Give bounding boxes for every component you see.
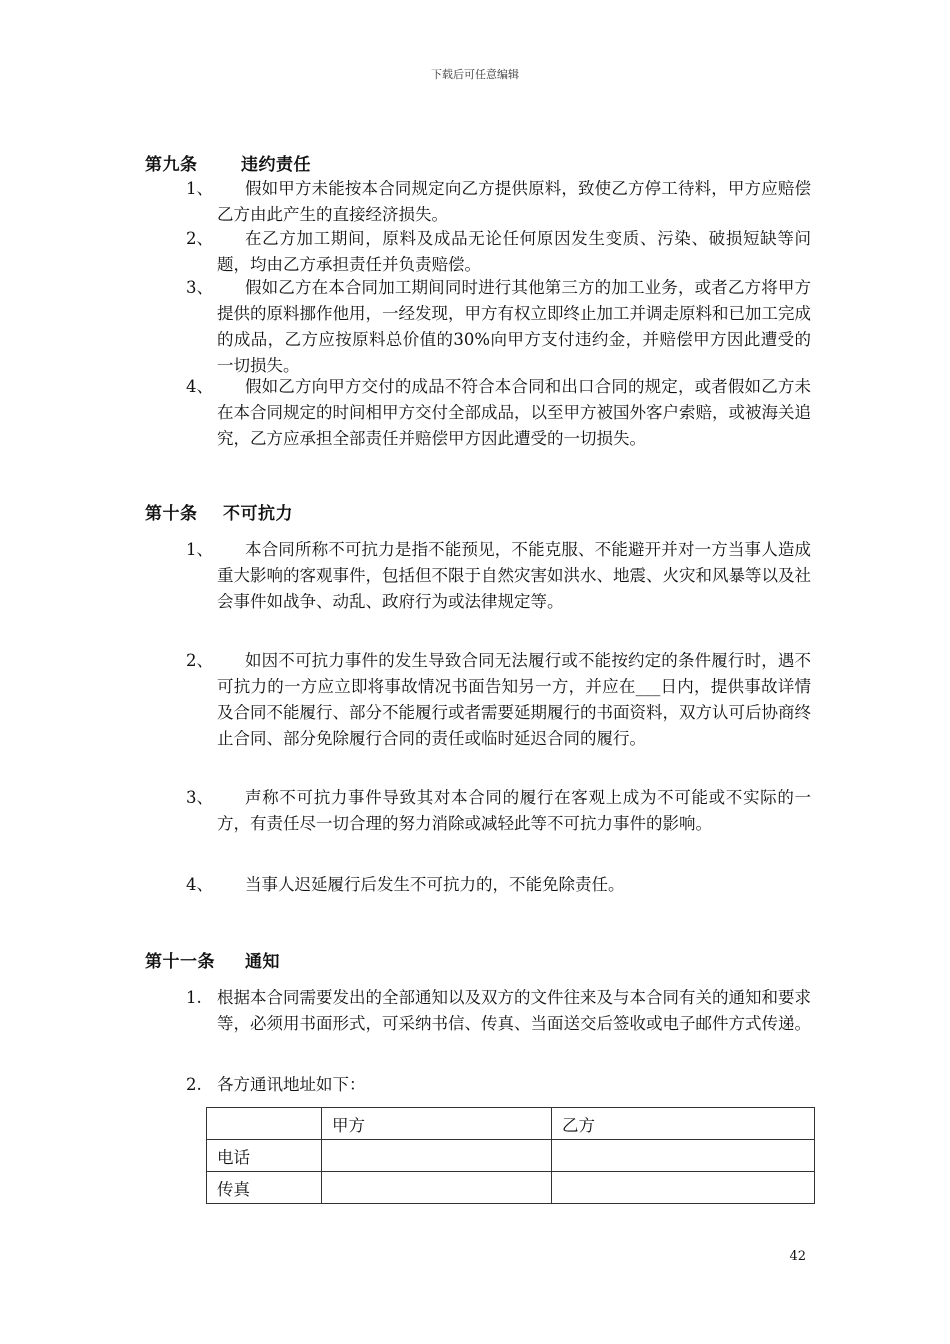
article10-item-2: [186, 648, 811, 752]
article9-heading: [145, 150, 311, 175]
item-marker: 1.: [186, 988, 202, 1007]
table-cell: 传真: [207, 1172, 322, 1204]
table-cell: 乙方: [552, 1108, 815, 1140]
item-text: 假如乙方在本合同加工期间同时进行其他第三方的加工业务，或者乙方将甲方提供的原料挪作他用，一经发现，甲方有权立即终止加工并调走原料和已加工完成的成品，乙方应按原料总价值的30%向甲方支付违约金，并赔偿甲方因此遭受的一切损失。: [217, 278, 811, 375]
item-text: 声称不可抗力事件导致其对本合同的履行在客观上成为不可能或不实际的一方，有责任尽一切合理的努力消除或减轻此等不可抗力事件的影响。: [217, 788, 811, 833]
item-marker: 2、: [186, 229, 213, 248]
article10-item-3: [186, 785, 811, 837]
item-text: 假如乙方向甲方交付的成品不符合本合同和出口合同的规定，或者假如乙方未在本合同规定的时间相甲方交付全部成品，以至甲方被国外客户索赔，或被海关追究，乙方应承担全部责任并赔偿甲方因此遭受的一切损失。: [217, 377, 811, 448]
article10-title: 不可抗力: [223, 504, 293, 524]
page-header: 下载后可任意编辑: [431, 68, 519, 81]
article10-number: 第十条: [145, 504, 198, 524]
item-marker: 3、: [186, 788, 213, 807]
article11-heading: [145, 947, 280, 972]
article9-item-4: [186, 374, 811, 452]
article9-item-2: [186, 226, 811, 278]
article11-title: 通知: [245, 952, 280, 972]
article11-item-1: [186, 985, 811, 1037]
table-row: [207, 1172, 815, 1204]
item-marker: 4、: [186, 875, 213, 894]
table-cell: [322, 1140, 552, 1172]
item-marker: 1、: [186, 179, 213, 198]
article11-item-2: [186, 1072, 811, 1098]
item-marker: 4、: [186, 377, 213, 396]
item-text: 各方通讯地址如下：: [217, 1075, 366, 1094]
item-text: 根据本合同需要发出的全部通知以及双方的文件往来及与本合同有关的通知和要求等，必须用书面形式，可采纳书信、传真、当面送交后签收或电子邮件方式传递。: [217, 988, 811, 1033]
item-text: 在乙方加工期间，原料及成品无论任何原因发生变质、污染、破损短缺等问题，均由乙方承担责任并负责赔偿。: [217, 229, 811, 274]
article9-title: 违约责任: [241, 155, 311, 175]
article11-number: 第十一条: [145, 952, 215, 972]
article10-item-1: [186, 537, 811, 615]
article9-number: 第九条: [145, 155, 198, 175]
item-text: 本合同所称不可抗力是指不能预见，不能克服、不能避开并对一方当事人造成重大影响的客观事件，包括但不限于自然灾害如洪水、地震、火灾和风暴等以及社会事件如战争、动乱、政府行为或法律规定等。: [217, 540, 811, 611]
article10-heading: [145, 499, 293, 524]
item-text: 假如甲方未能按本合同规定向乙方提供原料，致使乙方停工待料，甲方应赔偿乙方由此产生的直接经济损失。: [217, 179, 811, 224]
article10-item-4: [186, 872, 811, 898]
item-marker: 3、: [186, 278, 213, 297]
item-marker: 1、: [186, 540, 213, 559]
item-text: 如因不可抗力事件的发生导致合同无法履行或不能按约定的条件履行时，遇不可抗力的一方应立即将事故情况书面告知另一方，并应在___日内，提供事故详情及合同不能履行、部分不能履行或者需要延期履行的书面资料，双方认可后协商终止合同、部分免除履行合同的责任或临时延迟合同的履行。: [217, 651, 811, 748]
table-cell: [552, 1140, 815, 1172]
table-cell: 甲方: [322, 1108, 552, 1140]
table-cell: [322, 1172, 552, 1204]
table-cell: [552, 1172, 815, 1204]
table-row: [207, 1140, 815, 1172]
item-text: 当事人迟延履行后发生不可抗力的，不能免除责任。: [245, 875, 625, 894]
page-number: 42: [789, 1249, 806, 1264]
table-header-row: [207, 1108, 815, 1140]
table-cell: [207, 1108, 322, 1140]
item-marker: 2、: [186, 651, 213, 670]
table-cell: 电话: [207, 1140, 322, 1172]
item-marker: 2.: [186, 1075, 202, 1094]
article9-item-1: [186, 176, 811, 228]
contact-table: [206, 1107, 815, 1204]
article9-item-3: [186, 275, 811, 379]
